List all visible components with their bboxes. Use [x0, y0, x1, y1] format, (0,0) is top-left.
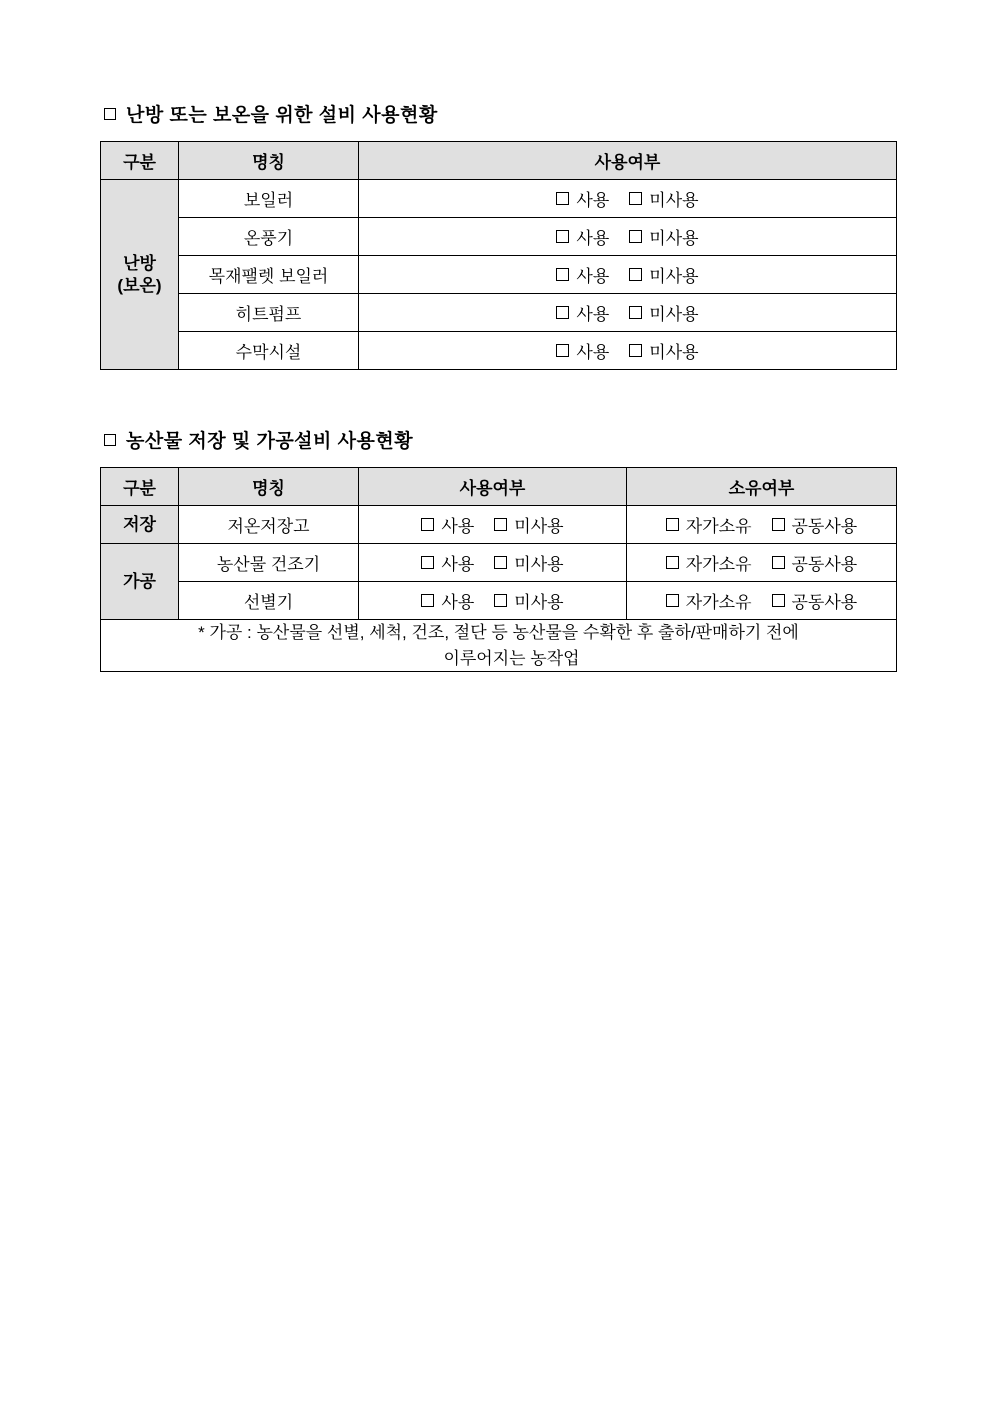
usage-option-unused[interactable]	[629, 224, 698, 249]
equipment-name: 온풍기	[179, 218, 359, 256]
processing-note	[101, 620, 897, 672]
usage-option-label: 미사용	[649, 343, 699, 362]
usage-option-label: 사용	[441, 555, 475, 574]
usage-option-use[interactable]	[556, 338, 609, 363]
group-label-storage: 저장	[101, 506, 179, 544]
usage-option-unused[interactable]	[629, 338, 698, 363]
table-row	[101, 256, 897, 294]
group-label-line1: 난방	[123, 254, 156, 274]
usage-option-unused[interactable]	[629, 186, 698, 211]
checkbox-icon[interactable]	[556, 268, 569, 281]
ownership-option-shared[interactable]	[772, 588, 858, 613]
table-row	[101, 332, 897, 370]
equipment-name: 목재팰렛 보일러	[179, 256, 359, 294]
usage-option-use[interactable]	[556, 262, 609, 287]
usage-cell	[359, 506, 627, 544]
usage-option-label: 사용	[576, 191, 610, 210]
heating-equipment-table	[100, 141, 897, 370]
column-header-name: 명칭	[179, 142, 359, 180]
equipment-name: 히트펌프	[179, 294, 359, 332]
section-spacer	[100, 380, 896, 426]
column-header-usage: 사용여부	[359, 142, 897, 180]
ownership-option-label: 공동사용	[791, 593, 858, 612]
usage-option-label: 사용	[441, 517, 475, 536]
checkbox-icon[interactable]	[629, 230, 642, 243]
usage-option-unused[interactable]	[494, 512, 563, 537]
usage-option-label: 미사용	[649, 267, 699, 286]
ownership-option-label: 자가소유	[685, 555, 752, 574]
usage-option-use[interactable]	[556, 300, 609, 325]
usage-cell	[359, 582, 627, 620]
table-header-row	[101, 142, 897, 180]
column-header-usage: 사용여부	[359, 468, 627, 506]
usage-cell	[359, 180, 897, 218]
checkbox-icon[interactable]	[421, 518, 434, 531]
equipment-name: 수막시설	[179, 332, 359, 370]
usage-cell	[359, 544, 627, 582]
table-note-row	[101, 620, 897, 672]
checkbox-icon[interactable]	[421, 594, 434, 607]
checkbox-icon[interactable]	[556, 306, 569, 319]
column-header-category: 구분	[101, 142, 179, 180]
usage-option-label: 사용	[576, 343, 610, 362]
document-page	[0, 0, 992, 672]
checkbox-icon[interactable]	[772, 556, 785, 569]
equipment-name: 저온저장고	[179, 506, 359, 544]
checkbox-icon[interactable]	[666, 594, 679, 607]
usage-cell	[359, 294, 897, 332]
table-row	[101, 544, 897, 582]
ownership-option-shared[interactable]	[772, 550, 858, 575]
checkbox-icon[interactable]	[629, 192, 642, 205]
usage-option-label: 미사용	[649, 191, 699, 210]
ownership-option-label: 공동사용	[791, 555, 858, 574]
checkbox-icon[interactable]	[772, 518, 785, 531]
section-title-text: 난방 또는 보온을 위한 설비 사용현황	[126, 105, 438, 126]
usage-option-use[interactable]	[556, 186, 609, 211]
equipment-name: 농산물 건조기	[179, 544, 359, 582]
usage-option-unused[interactable]	[494, 588, 563, 613]
usage-option-label: 사용	[576, 267, 610, 286]
usage-option-label: 사용	[576, 305, 610, 324]
ownership-option-label: 공동사용	[791, 517, 858, 536]
checkbox-icon[interactable]	[629, 306, 642, 319]
ownership-cell	[627, 582, 897, 620]
checkbox-icon[interactable]	[666, 518, 679, 531]
section-heading-storage	[104, 426, 896, 453]
ownership-cell	[627, 506, 897, 544]
table-row	[101, 180, 897, 218]
group-label-heating	[101, 180, 179, 370]
usage-cell	[359, 218, 897, 256]
group-label-processing: 가공	[101, 544, 179, 620]
usage-option-use[interactable]	[421, 588, 474, 613]
equipment-name: 선별기	[179, 582, 359, 620]
checkbox-icon[interactable]	[556, 192, 569, 205]
checkbox-icon[interactable]	[629, 344, 642, 357]
note-line-1: * 가공 : 농산물을 선별, 세척, 건조, 절단 등 농산물을 수확한 후 출하/판매하기 전에	[198, 623, 799, 642]
column-header-name: 명칭	[179, 468, 359, 506]
ownership-cell	[627, 544, 897, 582]
equipment-name: 보일러	[179, 180, 359, 218]
usage-cell	[359, 332, 897, 370]
usage-option-label: 미사용	[649, 305, 699, 324]
checkbox-icon[interactable]	[629, 268, 642, 281]
section-storage-processing	[100, 426, 896, 672]
checkbox-icon[interactable]	[421, 556, 434, 569]
table-row	[101, 506, 897, 544]
usage-option-label: 사용	[576, 229, 610, 248]
table-row	[101, 294, 897, 332]
checkbox-icon[interactable]	[556, 344, 569, 357]
ownership-option-label: 자가소유	[685, 593, 752, 612]
table-header-row	[101, 468, 897, 506]
checkbox-icon[interactable]	[494, 556, 507, 569]
usage-option-label: 미사용	[649, 229, 699, 248]
checkbox-square-icon	[104, 108, 116, 120]
ownership-option-shared[interactable]	[772, 512, 858, 537]
usage-option-unused[interactable]	[494, 550, 563, 575]
section-title-text: 농산물 저장 및 가공설비 사용현황	[126, 431, 414, 452]
column-header-ownership: 소유여부	[627, 468, 897, 506]
section-heating-equipment	[100, 100, 896, 370]
note-line-2: 이루어지는 농작업	[443, 648, 580, 668]
usage-option-use[interactable]	[556, 224, 609, 249]
usage-option-unused[interactable]	[629, 300, 698, 325]
table-row	[101, 218, 897, 256]
usage-option-use[interactable]	[421, 550, 474, 575]
checkbox-icon[interactable]	[556, 230, 569, 243]
checkbox-icon[interactable]	[772, 594, 785, 607]
checkbox-icon[interactable]	[666, 556, 679, 569]
ownership-option-own[interactable]	[666, 550, 752, 575]
usage-option-label: 사용	[441, 593, 475, 612]
table-row	[101, 582, 897, 620]
usage-option-label: 미사용	[514, 593, 564, 612]
checkbox-square-icon	[104, 434, 116, 446]
ownership-option-own[interactable]	[666, 512, 752, 537]
usage-option-label: 미사용	[514, 555, 564, 574]
storage-processing-table	[100, 467, 897, 672]
usage-option-label: 미사용	[514, 517, 564, 536]
ownership-option-label: 자가소유	[685, 517, 752, 536]
usage-option-unused[interactable]	[629, 262, 698, 287]
usage-cell	[359, 256, 897, 294]
ownership-option-own[interactable]	[666, 588, 752, 613]
section-heading-heating	[104, 100, 896, 127]
column-header-category: 구분	[101, 468, 179, 506]
checkbox-icon[interactable]	[494, 518, 507, 531]
checkbox-icon[interactable]	[494, 594, 507, 607]
group-label-line2: (보온)	[117, 275, 162, 295]
usage-option-use[interactable]	[421, 512, 474, 537]
